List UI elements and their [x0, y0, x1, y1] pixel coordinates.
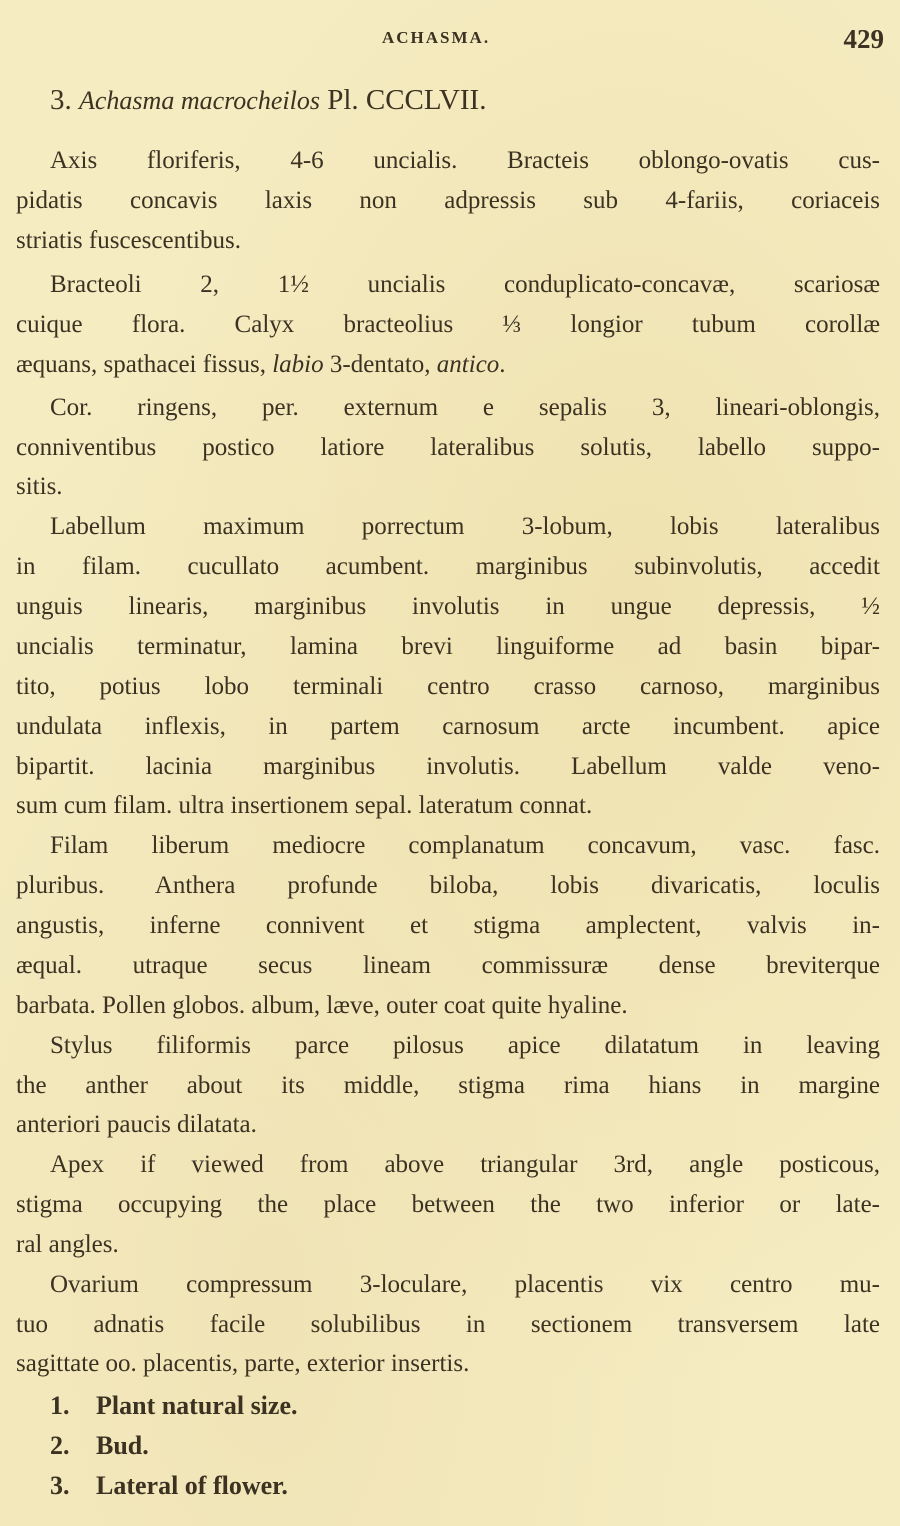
page-number: 429 — [843, 24, 884, 54]
text-segment: bipartit. lacinia marginibus involutis. Labellum valde veno- — [16, 753, 880, 780]
text-line — [16, 1310, 880, 1340]
plate-reference: Pl. CCCLVII. — [327, 84, 487, 116]
text-line — [16, 472, 880, 502]
text-line — [16, 1230, 880, 1260]
text-segment: anteriori paucis dilatata. — [16, 1111, 257, 1138]
text-line — [16, 911, 880, 941]
text-line — [16, 350, 880, 380]
text-line — [16, 752, 880, 782]
text-line — [16, 1349, 880, 1379]
text-segment: pidatis concavis laxis non adpressis sub 4-fariis, coriaceis — [16, 187, 880, 214]
text-line — [50, 1031, 880, 1061]
figure-number: 2. — [50, 1431, 70, 1460]
text-segment: sitis. — [16, 473, 63, 500]
species-number: 3. — [50, 84, 72, 116]
text-segment: Bracteoli 2, 1½ uncialis conduplicato-concavæ, scariosæ — [50, 271, 880, 298]
figure-caption: Lateral of flower. — [96, 1471, 288, 1500]
text-line — [16, 592, 880, 622]
text-line — [16, 951, 880, 981]
species-title — [50, 84, 486, 117]
figure-number: 1. — [50, 1391, 70, 1420]
text-line — [50, 393, 880, 423]
text-line — [16, 226, 880, 256]
text-segment: in filam. cucullato acumbent. marginibus subinvolutis, accedit — [16, 553, 880, 580]
figure-item — [50, 1431, 149, 1461]
text-segment: pluribus. Anthera profunde biloba, lobis divaricatis, loculis — [16, 872, 880, 899]
text-segment: uncialis terminatur, lamina brevi linguiforme ad basin bipar- — [16, 633, 880, 660]
text-line — [16, 991, 880, 1021]
text-segment: Axis floriferis, 4-6 uncialis. Bracteis oblongo-ovatis cus- — [50, 147, 880, 174]
text-segment: tuo adnatis facile solubilibus in sectionem transversem late — [16, 1311, 880, 1338]
text-line — [16, 186, 880, 216]
text-line — [16, 1071, 880, 1101]
text-segment: ral angles. — [16, 1231, 119, 1258]
text-segment: striatis fuscescentibus. — [16, 227, 241, 254]
text-segment: Filam liberum mediocre complanatum concavum, vasc. fasc. — [50, 832, 880, 859]
text-segment: the anther about its middle, stigma rima hians in margine — [16, 1072, 880, 1099]
text-segment: sagittate oo. placentis, parte, exterior insertis. — [16, 1350, 470, 1377]
text-segment: cuique flora. Calyx bracteolius ⅓ longior tubum corollæ — [16, 311, 880, 338]
text-line — [50, 512, 880, 542]
text-segment: angustis, inferne connivent et stigma amplectent, valvis in- — [16, 912, 880, 939]
text-segment: Stylus filiformis parce pilosus apice dilatatum in leaving — [50, 1032, 880, 1059]
text-line — [16, 310, 880, 340]
text-segment: undulata inflexis, in partem carnosum arcte incumbent. apice — [16, 713, 880, 740]
text-line — [16, 871, 880, 901]
text-segment: æquans, spathacei fissus, — [16, 351, 273, 378]
species-name: Achasma macrocheilos — [79, 86, 320, 115]
figure-item — [50, 1471, 288, 1501]
text-line — [16, 712, 880, 742]
text-segment: Cor. ringens, per. externum e sepalis 3, lineari-oblongis, — [50, 394, 880, 421]
figure-caption: Plant natural size. — [96, 1391, 298, 1420]
text-segment: æqual. utraque secus lineam commissuræ dense breviterque — [16, 952, 880, 979]
text-segment: tito, potius lobo terminali centro crasso carnoso, marginibus — [16, 673, 880, 700]
running-header — [0, 24, 900, 54]
text-line — [16, 791, 880, 821]
text-line — [16, 1190, 880, 1220]
figure-caption: Bud. — [96, 1431, 149, 1460]
text-line — [16, 433, 880, 463]
running-head: ACHASMA. — [382, 28, 491, 47]
italic-term: antico — [436, 351, 500, 378]
italic-term: labio — [272, 351, 324, 378]
text-line — [50, 1150, 880, 1180]
text-segment: barbata. Pollen globos. album, læve, outer coat quite hyaline. — [16, 992, 628, 1019]
text-line — [16, 632, 880, 662]
text-segment: . — [499, 351, 506, 378]
text-segment: Apex if viewed from above triangular 3rd, angle posticous, — [50, 1151, 880, 1178]
text-segment: Ovarium compressum 3-loculare, placentis vix centro mu- — [50, 1271, 880, 1298]
text-segment: unguis linearis, marginibus involutis in ungue depressis, ½ — [16, 593, 880, 620]
text-segment: conniventibus postico latiore lateralibus solutis, labello suppo- — [16, 434, 880, 461]
text-segment: sum cum filam. ultra insertionem sepal. lateratum connat. — [16, 792, 593, 819]
text-segment: stigma occupying the place between the two inferior or late- — [16, 1191, 880, 1218]
text-segment: Labellum maximum porrectum 3-lobum, lobis lateralibus — [50, 513, 880, 540]
figure-item — [50, 1391, 298, 1421]
text-line — [50, 831, 880, 861]
text-line — [50, 270, 880, 300]
text-line — [16, 1110, 880, 1140]
text-line — [50, 1270, 880, 1300]
text-line — [16, 552, 880, 582]
text-line — [16, 672, 880, 702]
figure-number: 3. — [50, 1471, 70, 1500]
text-line — [50, 146, 880, 176]
text-segment: 3-dentato, — [323, 351, 437, 378]
